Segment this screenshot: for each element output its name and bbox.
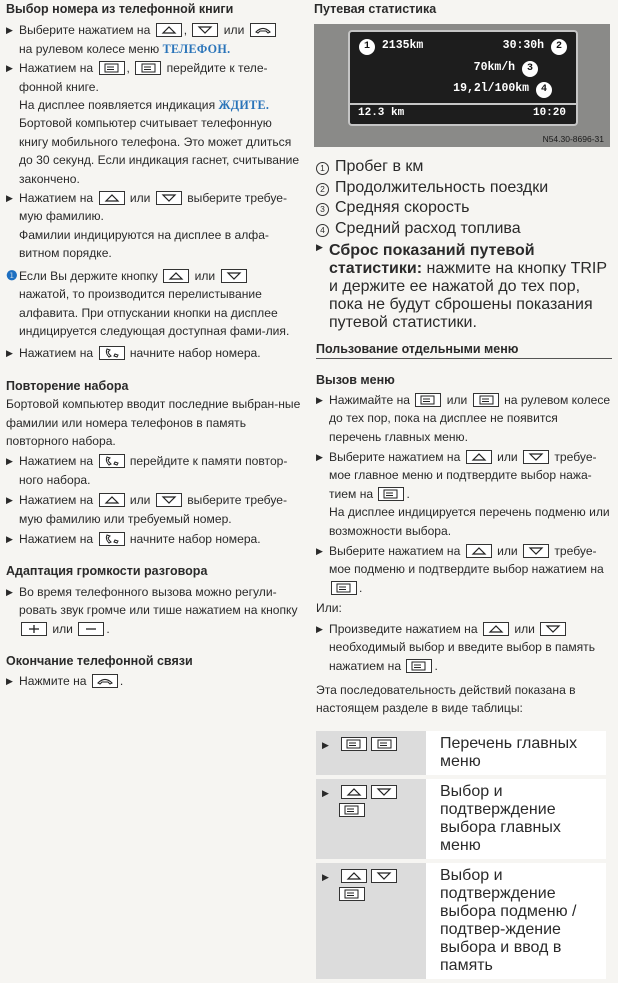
table-keys-cell [316, 731, 426, 775]
up-key-icon [341, 869, 367, 883]
submenu-note: На дисплее индицируется перечень подменю или возможности выбора. [329, 505, 610, 538]
down-key-icon [523, 544, 549, 558]
phone-key-icon [99, 532, 125, 546]
up-key-icon [99, 493, 125, 507]
legend-item: 2 Продолжительность поездки [316, 179, 610, 200]
minus-key-icon [78, 622, 104, 636]
bullet-select-and-store: ▶ Произведите нажатием на или необходимый выбор и введите выбор в память нажатием на . [316, 620, 612, 675]
page-back-key-icon [339, 803, 365, 817]
down-key-icon [221, 269, 247, 283]
table-intro: Эта последовательность действий показана в настоящем разделе в виде таблицы: [316, 682, 576, 716]
bullet-select-name: ▶ Нажатием на или выберите требуе-мую фамилию. [6, 189, 302, 226]
down-key-icon [156, 191, 182, 205]
bullet-select-menu: ▶ Выберите нажатием на , или на рулевом колесе меню ТЕЛЕФОН. [6, 21, 302, 58]
wait-label: ЖДИТЕ. [218, 98, 270, 113]
instrument-display [348, 30, 578, 126]
down-key-icon [192, 23, 218, 37]
arrow-icon: ▶ [322, 872, 329, 882]
right-column [314, 0, 612, 18]
display-distance: 1 2135km [359, 39, 423, 55]
menus-section [316, 340, 612, 718]
legend-item: 3 Средняя скорость [316, 199, 610, 220]
callout-1: 1 [359, 39, 375, 55]
reading-phonebook-text: Бортовой компьютер считывает телефонную книгу мобильного телефона. Это может длиться до 30 секунд. Если индикация гаснет, считывание закончено. [19, 116, 300, 186]
up-key-icon [466, 450, 492, 464]
section-title-trip-stats: Путевая статистика [314, 2, 437, 16]
down-key-icon [371, 785, 397, 799]
bullet-select-entry: ▶ Нажатием на или выберите требуе-мую фамилию или требуемый номер. [6, 491, 302, 528]
callout-4: 4 [536, 82, 552, 98]
bullet-open-menu: ▶ Нажимайте на или на рулевом колесе до тех пор, пока на дисплее не появится перечень главных меню. [316, 391, 612, 446]
up-key-icon [466, 544, 492, 558]
up-key-icon [99, 191, 125, 205]
menu-phone-label: ТЕЛЕФОН. [162, 41, 231, 56]
up-key-icon [156, 23, 182, 37]
table-text-cell: Перечень главных меню [426, 731, 606, 775]
page-back-key-icon [341, 737, 367, 751]
wait-indication-text: На дисплее появляется индикация ЖДИТЕ. [19, 98, 270, 113]
hangup-key-icon [250, 23, 276, 37]
section-title-redial: Повторение набора [6, 378, 129, 393]
down-key-icon [540, 622, 566, 636]
display-speed: 70km/h 3 [474, 61, 538, 77]
section-title-volume: Адаптация громкости разговора [6, 564, 208, 579]
display-duration: 30:30h 2 [503, 39, 567, 55]
info-icon: ❶ [6, 267, 18, 283]
sequence-table [316, 727, 606, 983]
bullet-volume: ▶ Во время телефонного вызова можно регули-ровать звук громче или тише нажатием на кнопку или . [6, 583, 302, 638]
bullet-open-phonebook: ▶ Нажатием на , перейдите к теле-фонной книге. [6, 59, 302, 96]
page-forward-key-icon [473, 393, 499, 407]
display-clock: 10:20 [532, 107, 566, 119]
bullet-open-redial: ▶ Нажатием на перейдите к памяти повтор-ного набора. [6, 452, 302, 489]
display-consumption: 19,2l/100km 4 [453, 82, 552, 98]
redial-description: Бортовой компьютер вводит последние выбран-ные фамилии или номера телефонов в память повторного набора. [6, 397, 301, 448]
legend-item: 4 Средний расход топлива [316, 220, 610, 241]
table-text-cell: Выбор и подтверждение выбора подменю / подтвер-ждение выбора и ввод в память [426, 863, 606, 979]
table-row [316, 731, 606, 775]
bullet-end-call: ▶ Нажмите на . [6, 672, 302, 690]
legend-item: 1 Пробег в км [316, 158, 610, 179]
table-keys-cell [316, 863, 426, 979]
figure-id: N54.30-8696-31 [542, 134, 604, 144]
table-row [316, 863, 606, 979]
display-figure [314, 24, 610, 147]
page-back-key-icon [406, 659, 432, 673]
page-back-key-icon [339, 887, 365, 901]
bullet-select-submenu: ▶ Выберите нажатием на или требуе-мое подменю и подтвердите выбор нажатием на . [316, 542, 612, 597]
display-legend [316, 158, 610, 332]
page-back-key-icon [331, 581, 357, 595]
left-column [6, 0, 302, 691]
table-keys-cell [316, 779, 426, 859]
phone-key-icon [99, 346, 125, 360]
bullet-dial-redial: ▶ Нажатием на начните набор номера. [6, 530, 302, 548]
up-key-icon [341, 785, 367, 799]
section-title-end-call: Окончание телефонной связи [6, 654, 193, 668]
page-back-key-icon [415, 393, 441, 407]
info-note: ❶ Если Вы держите кнопку или нажатой, то производится перелистывание алфавита. При отпускании кнопки на дисплее индицируется следующая доступная фами-лия. [6, 267, 290, 338]
page-back-key-icon [99, 61, 125, 75]
phone-key-icon [99, 454, 125, 468]
arrow-icon: ▶ [322, 740, 329, 750]
or-label: Или: [316, 601, 342, 616]
display-status-bar [350, 103, 576, 124]
bullet-select-main-menu: ▶ Выберите нажатием на или требуе-мое главное меню и подтвердите выбор нажа-тием на . [316, 448, 612, 503]
page-back-key-icon [378, 487, 404, 501]
up-key-icon [163, 269, 189, 283]
callout-2: 2 [551, 39, 567, 55]
hangup-key-icon [92, 674, 118, 688]
arrow-icon: ▶ [322, 788, 329, 798]
display-odometer: 12.3 km [358, 107, 405, 119]
table-text-cell: Выбор и подтверждение выбора главных меню [426, 779, 606, 859]
callout-3: 3 [522, 61, 538, 77]
table-row [316, 779, 606, 859]
plus-key-icon [21, 622, 47, 636]
down-key-icon [156, 493, 182, 507]
alphabetical-note: Фамилии индицируются на дисплее в алфа-витном порядке. [19, 227, 269, 261]
section-title-menus: Пользование отдельными меню [316, 342, 519, 356]
subsection-title-call-menu: Вызов меню [316, 373, 395, 388]
page-forward-key-icon [371, 737, 397, 751]
bullet-start-dialing: ▶ Нажатием на начните набор номера. [6, 344, 302, 362]
up-key-icon [483, 622, 509, 636]
down-key-icon [523, 450, 549, 464]
down-key-icon [371, 869, 397, 883]
reset-stats-note: ▶ Сброс показаний путевой статистики: нажмите на кнопку TRIP и держите ее нажатой до тех пор, пока не будут сброшены показания путевой статистики. [316, 242, 610, 332]
section-title-phonebook: Выбор номера из телефонной книги [6, 2, 234, 16]
page-forward-key-icon [135, 61, 161, 75]
